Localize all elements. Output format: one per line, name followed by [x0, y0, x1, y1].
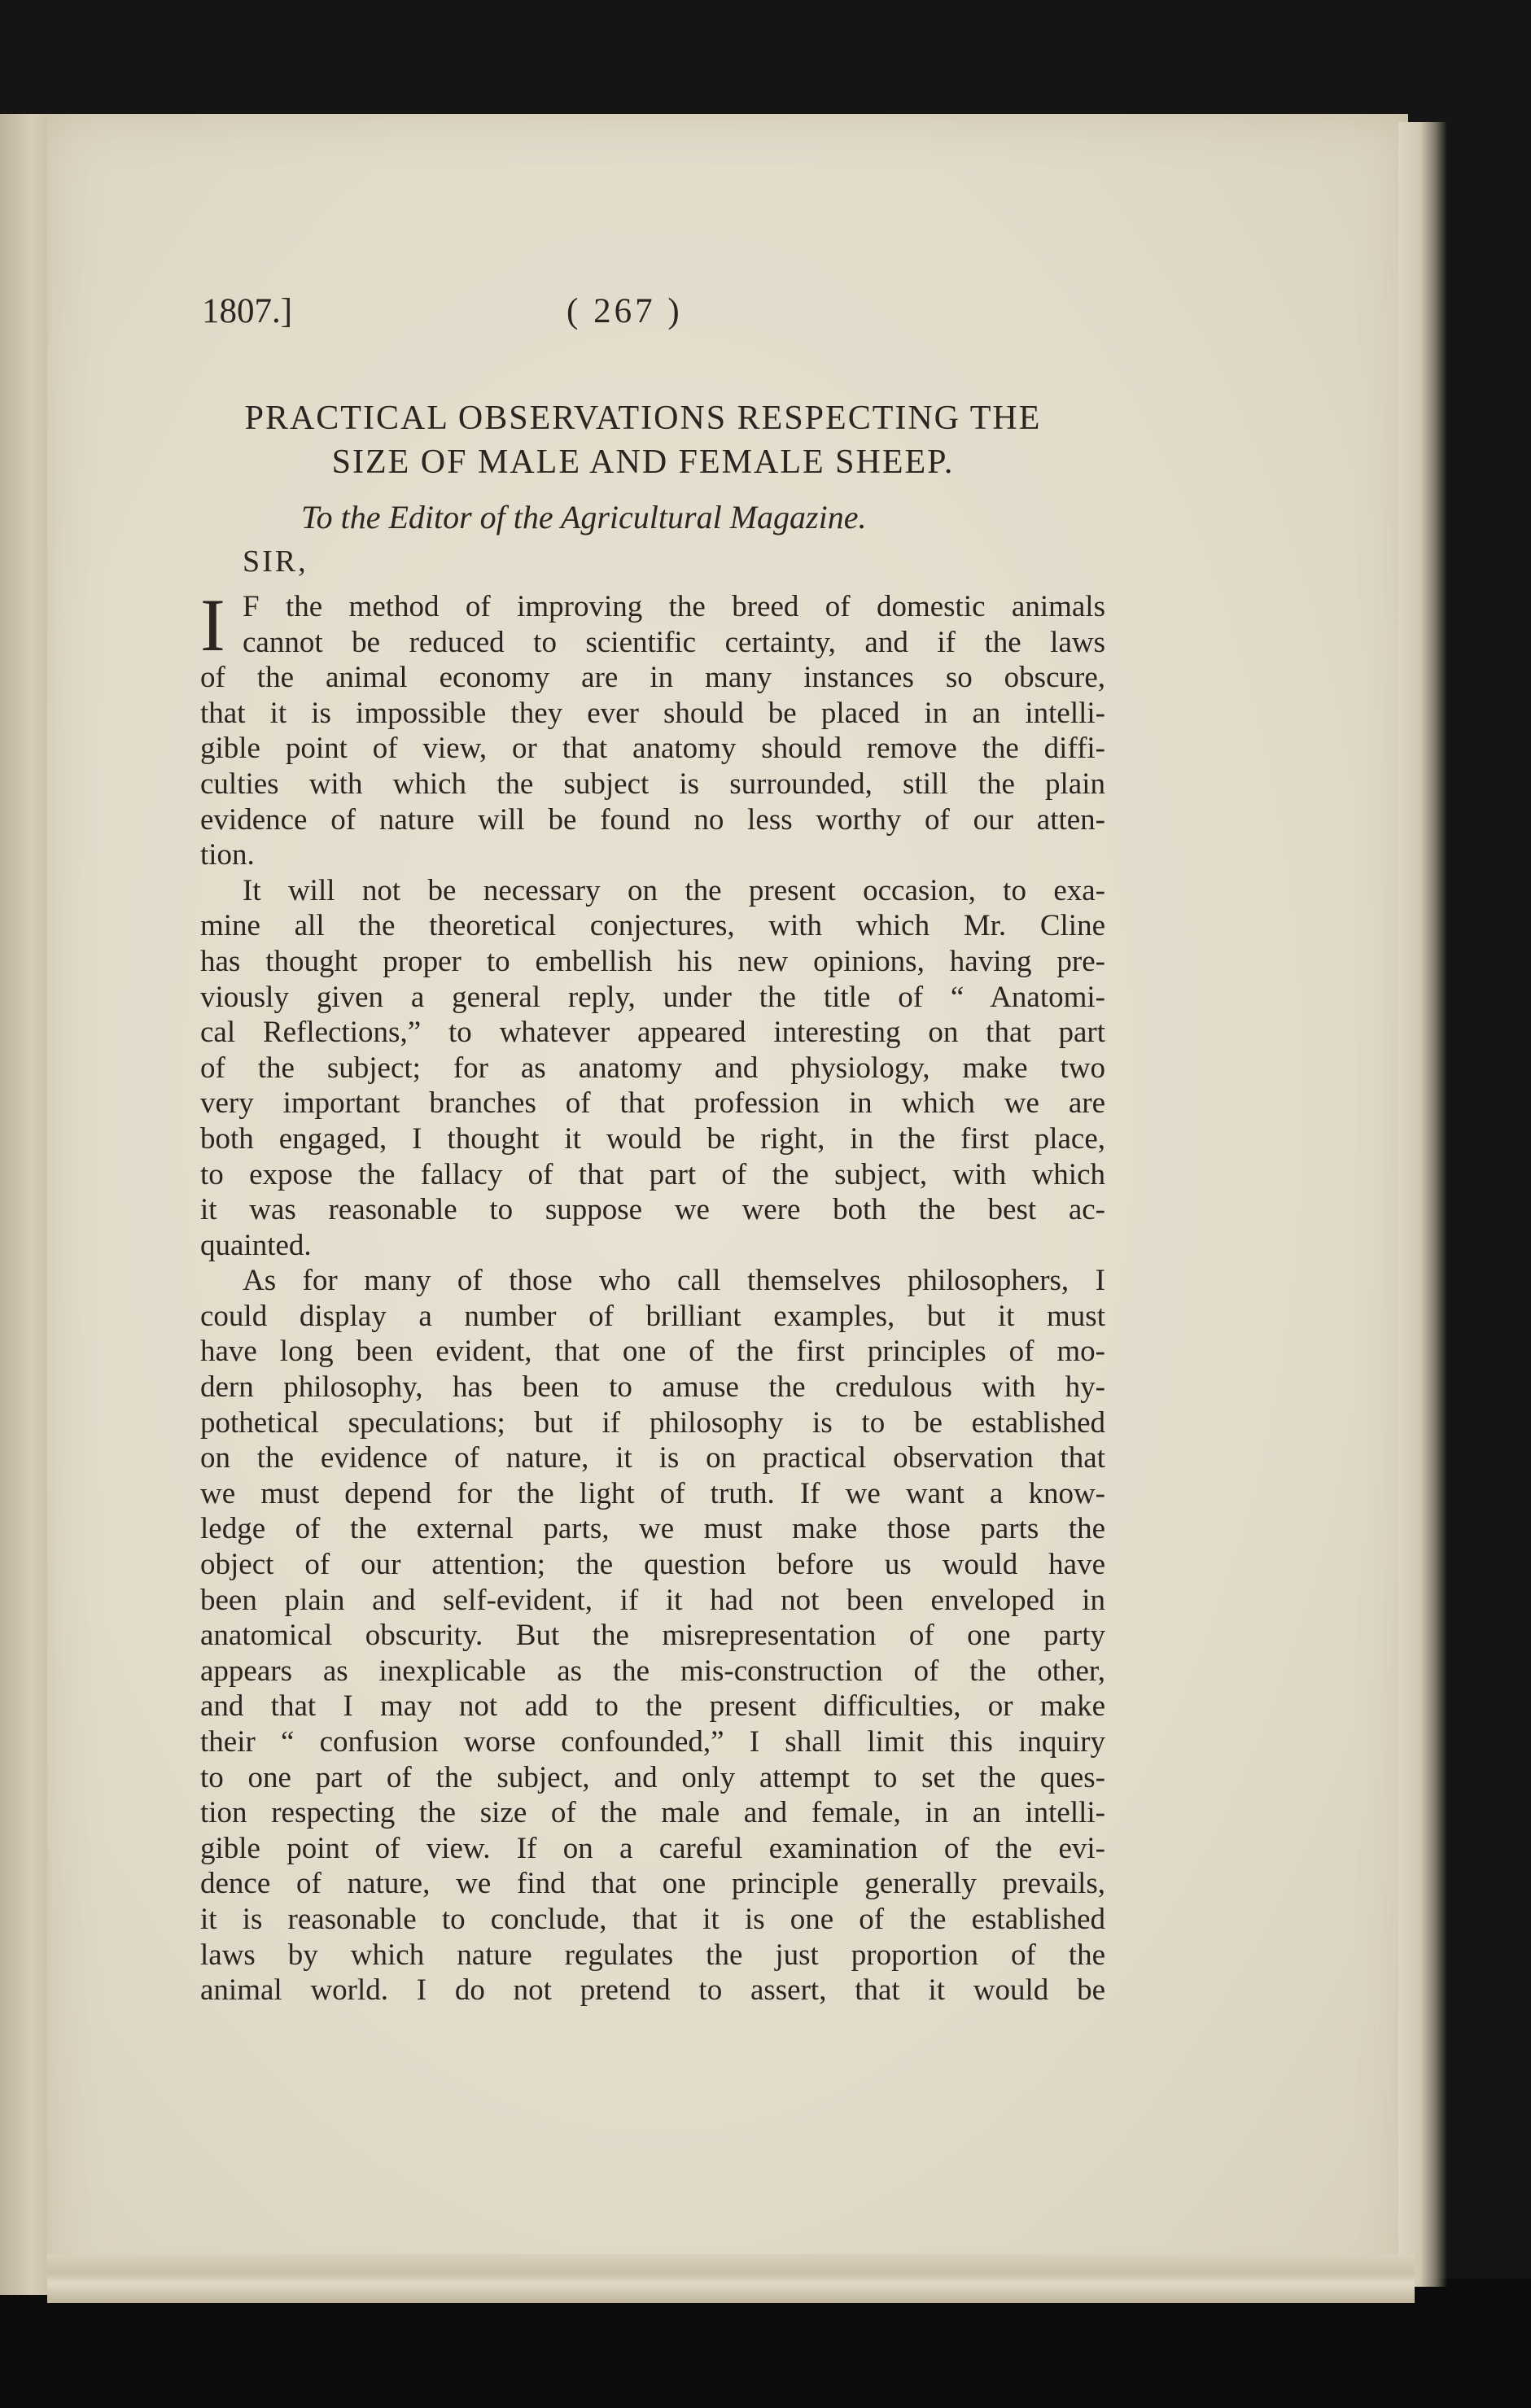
text-line: It will not be necessary on the present occasion, to exa-: [243, 873, 1105, 907]
text-line: both engaged, I thought it would be right, in the first place,: [200, 1121, 1105, 1156]
text-line: very important branches of that profession in which we are: [200, 1086, 1105, 1121]
text-line: anatomical obscurity. But the misrepresentation of one party: [200, 1619, 1105, 1653]
text-line: appears as inexplicable as the mis-construction of the other,: [200, 1654, 1105, 1688]
article-title: [187, 396, 1099, 484]
text-line: to expose the fallacy of that part of the subject, with which: [200, 1157, 1105, 1191]
text-line: it was reasonable to suppose we were both the best ac-: [200, 1193, 1105, 1227]
paragraph-2: [200, 873, 1105, 1264]
text-line: dence of nature, we find that one principle generally prevails,: [200, 1867, 1105, 1901]
title-line-1: PRACTICAL OBSERVATIONS RESPECTING THE: [244, 400, 1042, 437]
article-body: [200, 583, 1105, 2008]
text-line: gible point of view. If on a careful examination of the evi-: [200, 1831, 1105, 1865]
page-number: ( 267 ): [566, 292, 683, 330]
text-line: have long been evident, that one of the first principles of mo-: [200, 1335, 1105, 1369]
text-line: could display a number of brilliant examples, but it must: [200, 1299, 1105, 1333]
running-head-year: 1807.]: [202, 292, 293, 330]
paragraph-3: [200, 1263, 1105, 2008]
text-line: of the subject; for as anatomy and physiology, make two: [200, 1051, 1105, 1085]
text-line: culties with which the subject is surrounded, still the plain: [200, 767, 1105, 801]
text-line: cal Reflections,” to whatever appeared interesting on that part: [200, 1016, 1105, 1050]
text-line: viously given a general reply, under the title of “ Anatomi-: [200, 980, 1105, 1014]
text-line: tion.: [200, 838, 255, 872]
title-line-2: SIZE OF MALE AND FEMALE SHEEP.: [331, 444, 955, 481]
text-line: of the animal economy are in many instances so obscure,: [200, 661, 1105, 695]
drop-cap: I: [200, 583, 225, 666]
text-line: on the evidence of nature, it is on practical observation that: [200, 1441, 1105, 1475]
text-line: been plain and self-evident, if it had not been enveloped in: [200, 1583, 1105, 1617]
text-line: tion respecting the size of the male and female, in an intelli-: [200, 1796, 1105, 1830]
text-line: mine all the theoretical conjectures, with which Mr. Cline: [200, 909, 1105, 943]
page-bottom-edge: [47, 2254, 1415, 2303]
text-line: evidence of nature will be found no less worthy of our atten-: [200, 802, 1105, 837]
text-line: quainted.: [200, 1228, 312, 1262]
text-line: As for many of those who call themselves philosophers, I: [243, 1264, 1105, 1298]
salutation: SIR,: [243, 544, 308, 579]
editor-address: To the Editor of the Agricultural Magazine.: [301, 499, 867, 535]
running-head: [202, 291, 1097, 340]
text-line: object of our attention; the question before us would have: [200, 1548, 1105, 1582]
text-line: pothetical speculations; but if philosophy is to be established: [200, 1405, 1105, 1440]
text-line: it is reasonable to conclude, that it is one of the established: [200, 1902, 1105, 1936]
text-line: ledge of the external parts, we must make those parts the: [200, 1512, 1105, 1546]
text-line: gible point of view, or that anatomy should remove the diffi-: [200, 732, 1105, 766]
text-line: and that I may not add to the present difficulties, or make: [200, 1689, 1105, 1724]
text-line: dern philosophy, has been to amuse the credulous with hy-: [200, 1370, 1105, 1405]
text-line: cannot be reduced to scientific certainty, and if the laws: [243, 625, 1105, 659]
text-line: laws by which nature regulates the just proportion of the: [200, 1938, 1105, 1972]
text-line: we must depend for the light of truth. If we want a know-: [200, 1476, 1105, 1510]
paragraph-1: [200, 583, 1105, 873]
page-right-edge: [1398, 122, 1447, 2287]
text-line: animal world. I do not pretend to assert, that it would be: [200, 1973, 1105, 2008]
text-line: their “ confusion worse confounded,” I shall limit this inquiry: [200, 1725, 1105, 1759]
text-line: F the method of improving the breed of domestic animals: [243, 590, 1105, 623]
text-line: that it is impossible they ever should be placed in an intelli-: [200, 696, 1105, 730]
text-line: has thought proper to embellish his new opinions, having pre-: [200, 944, 1105, 978]
text-line: to one part of the subject, and only attempt to set the ques-: [200, 1760, 1105, 1794]
